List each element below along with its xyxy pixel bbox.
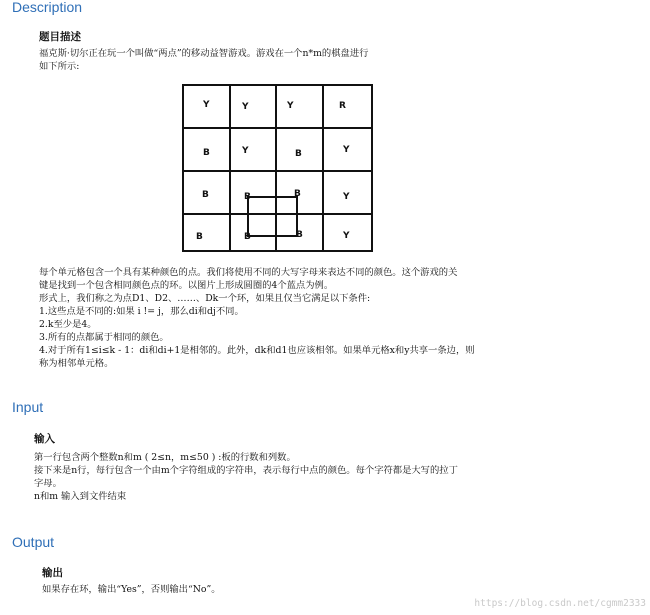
description-heading: Description <box>12 0 83 15</box>
output-heading: Output <box>12 534 55 550</box>
cycle-highlight <box>248 197 297 236</box>
board-cell: R <box>339 101 346 111</box>
description-body <box>39 266 475 370</box>
board-cell: Y <box>242 146 249 156</box>
board-cell: Y <box>343 231 350 241</box>
input-subheading: 输入 <box>34 433 55 445</box>
watermark: https://blog.csdn.net/cgmm2333 <box>474 598 646 609</box>
input-body <box>34 451 458 503</box>
body-line: 键是找到一个包含相同颜色点的环。以图片上形成圆圈的4个蓝点为例。 <box>39 280 334 291</box>
board-cell: B <box>203 148 210 158</box>
board-cell: B <box>202 190 209 200</box>
description-intro <box>39 47 368 73</box>
input-line: 第一行包含两个整数n和m ( 2≤n，m≤50 ) :板的行数和列数。 <box>34 452 296 463</box>
board-cell: B <box>295 149 302 159</box>
input-line: n和m 输入到文件结束 <box>34 491 127 502</box>
body-line: 4.对于所有1≤i≤k - 1：di和di+1是相邻的。此外，dk和d1也应该相邻。如果单元格x和y共享一条边，则 <box>39 345 475 356</box>
description-subheading: 题目描述 <box>39 31 81 43</box>
body-line: 1.这些点是不同的:如果 i != j，那么di和dj不同。 <box>39 306 244 317</box>
board-cell: B <box>196 232 203 242</box>
board-cell: Y <box>287 101 294 111</box>
output-body <box>42 583 221 596</box>
board-cell: Y <box>203 100 210 110</box>
board-cell: Y <box>242 102 249 112</box>
input-line: 接下来是n行，每行包含一个由m个字符组成的字符串，表示每行中点的颜色。每个字符都是大写的拉丁 <box>34 465 458 476</box>
board-cell: B <box>244 232 251 242</box>
board-cell: B <box>296 230 303 240</box>
board-cell: B <box>294 189 301 199</box>
board-cell: B <box>244 192 251 202</box>
intro-line: 如下所示: <box>39 61 80 72</box>
body-line: 3.所有的点都属于相同的颜色。 <box>39 332 169 343</box>
input-line: 字母。 <box>34 478 62 489</box>
board-illustration <box>176 78 380 258</box>
body-line: 称为相邻单元格。 <box>39 358 114 369</box>
output-subheading: 输出 <box>42 567 63 579</box>
output-line: 如果存在环，输出“Yes”，否则输出“No”。 <box>42 584 221 595</box>
board-cell: Y <box>343 145 350 155</box>
body-line: 形式上，我们称之为点D1、D2、……、Dk一个环，如果且仅当它满足以下条件: <box>39 293 371 304</box>
body-line: 2.k至少是4。 <box>39 319 97 330</box>
input-heading: Input <box>12 399 44 415</box>
board-cell: Y <box>343 192 350 202</box>
intro-line: 福克斯·切尔正在玩一个叫做“两点”的移动益智游戏。游戏在一个n*m的棋盘进行 <box>39 48 369 59</box>
body-line: 每个单元格包含一个具有某种颜色的点。我们将使用不同的大写字母来表达不同的颜色。这个游戏的关 <box>39 267 458 278</box>
